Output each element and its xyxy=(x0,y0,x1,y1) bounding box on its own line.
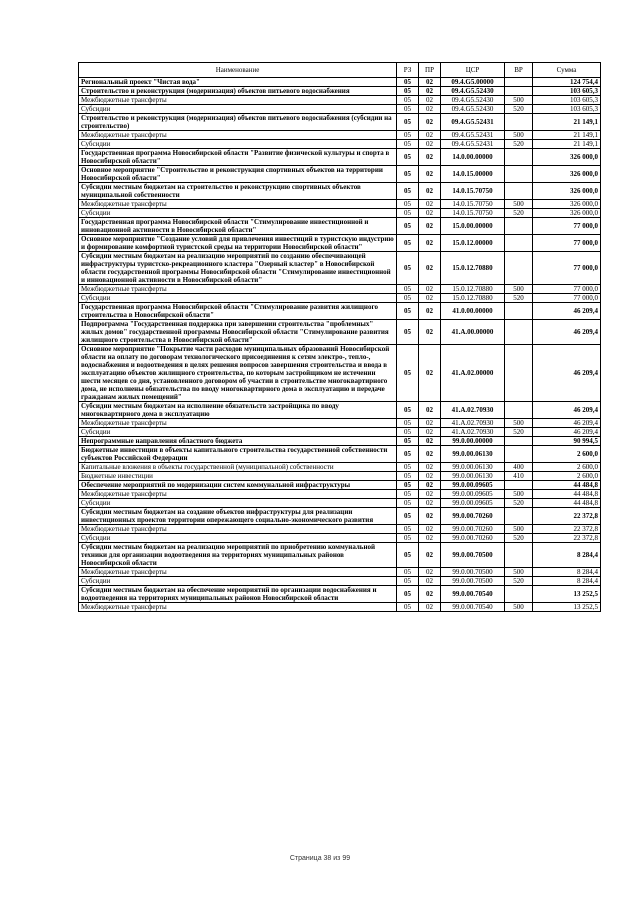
cell-name: Бюджетные инвестиции xyxy=(79,472,397,481)
cell-csr: 09.4.G5.52430 xyxy=(441,87,505,96)
table-row xyxy=(79,183,601,200)
cell-csr: 41.А.02.00000 xyxy=(441,345,505,402)
cell-sum: 77 000,0 xyxy=(533,285,601,294)
cell-sum: 2 600,0 xyxy=(533,446,601,463)
cell-sum: 22 372,8 xyxy=(533,534,601,543)
cell-pr: 02 xyxy=(419,285,441,294)
cell-name: Межбюджетные трансферты xyxy=(79,525,397,534)
cell-sum: 44 484,8 xyxy=(533,490,601,499)
cell-pr: 02 xyxy=(419,166,441,183)
cell-name: Субсидии xyxy=(79,577,397,586)
cell-pr: 02 xyxy=(419,428,441,437)
table-row xyxy=(79,490,601,499)
cell-name: Межбюджетные трансферты xyxy=(79,96,397,105)
cell-vr: 500 xyxy=(505,200,533,209)
cell-rz: 05 xyxy=(397,345,419,402)
cell-sum: 77 000,0 xyxy=(533,235,601,252)
cell-vr xyxy=(505,320,533,345)
cell-name: Субсидии xyxy=(79,209,397,218)
cell-csr: 99.0.00.09605 xyxy=(441,481,505,490)
cell-pr: 02 xyxy=(419,140,441,149)
cell-sum: 8 284,4 xyxy=(533,568,601,577)
cell-rz: 05 xyxy=(397,183,419,200)
cell-name: Субсидии xyxy=(79,105,397,114)
cell-rz: 05 xyxy=(397,78,419,87)
cell-csr: 99.0.00.70500 xyxy=(441,568,505,577)
cell-vr xyxy=(505,437,533,446)
cell-name: Региональный проект "Чистая вода" xyxy=(79,78,397,87)
cell-pr: 02 xyxy=(419,209,441,218)
table-body xyxy=(79,78,601,612)
cell-pr: 02 xyxy=(419,183,441,200)
table-row xyxy=(79,209,601,218)
table-row xyxy=(79,96,601,105)
cell-vr: 520 xyxy=(505,428,533,437)
cell-rz: 05 xyxy=(397,472,419,481)
table-row xyxy=(79,402,601,419)
cell-name: Государственная программа Новосибирской области "Стимулирование развития жилищного строительства в Новосибирской области" xyxy=(79,303,397,320)
cell-vr: 500 xyxy=(505,603,533,612)
cell-pr: 02 xyxy=(419,252,441,285)
cell-pr: 02 xyxy=(419,463,441,472)
cell-vr: 520 xyxy=(505,577,533,586)
cell-pr: 02 xyxy=(419,481,441,490)
cell-rz: 05 xyxy=(397,534,419,543)
cell-pr: 02 xyxy=(419,320,441,345)
cell-vr xyxy=(505,508,533,525)
cell-vr xyxy=(505,78,533,87)
cell-sum: 46 209,4 xyxy=(533,419,601,428)
cell-name: Субсидии xyxy=(79,294,397,303)
cell-pr: 02 xyxy=(419,490,441,499)
cell-csr: 99.0.00.06130 xyxy=(441,446,505,463)
cell-name: Субсидии xyxy=(79,534,397,543)
cell-sum: 326 000,0 xyxy=(533,200,601,209)
table-row xyxy=(79,345,601,402)
cell-sum: 2 600,0 xyxy=(533,463,601,472)
cell-name: Обеспечение мероприятий по модернизации систем коммунальной инфраструктуры xyxy=(79,481,397,490)
cell-rz: 05 xyxy=(397,252,419,285)
cell-pr: 02 xyxy=(419,419,441,428)
header-name: Наименование xyxy=(79,63,397,78)
cell-sum: 22 372,8 xyxy=(533,525,601,534)
cell-sum: 46 209,4 xyxy=(533,303,601,320)
cell-vr: 500 xyxy=(505,285,533,294)
cell-csr: 09.4.G5.52430 xyxy=(441,96,505,105)
cell-csr: 09.4.G5.52431 xyxy=(441,114,505,131)
cell-sum: 326 000,0 xyxy=(533,149,601,166)
cell-vr xyxy=(505,166,533,183)
table-row xyxy=(79,543,601,568)
cell-csr: 99.0.00.06130 xyxy=(441,472,505,481)
cell-name: Строительство и реконструкция (модернизация) объектов питьевого водоснабжения (субсидии на строительство) xyxy=(79,114,397,131)
cell-sum: 46 209,4 xyxy=(533,320,601,345)
cell-csr: 15.0.12.00000 xyxy=(441,235,505,252)
cell-rz: 05 xyxy=(397,490,419,499)
cell-pr: 02 xyxy=(419,114,441,131)
cell-vr: 400 xyxy=(505,463,533,472)
cell-sum: 22 372,8 xyxy=(533,508,601,525)
cell-vr xyxy=(505,543,533,568)
cell-rz: 05 xyxy=(397,87,419,96)
cell-csr: 99.0.00.70260 xyxy=(441,534,505,543)
cell-csr: 41.0.00.00000 xyxy=(441,303,505,320)
cell-pr: 02 xyxy=(419,96,441,105)
cell-sum: 44 484,8 xyxy=(533,499,601,508)
cell-rz: 05 xyxy=(397,105,419,114)
cell-rz: 05 xyxy=(397,525,419,534)
cell-rz: 05 xyxy=(397,294,419,303)
cell-csr: 99.0.00.00000 xyxy=(441,437,505,446)
cell-pr: 02 xyxy=(419,218,441,235)
cell-pr: 02 xyxy=(419,200,441,209)
cell-pr: 02 xyxy=(419,446,441,463)
cell-rz: 05 xyxy=(397,603,419,612)
cell-sum: 103 605,3 xyxy=(533,105,601,114)
cell-sum: 44 484,8 xyxy=(533,481,601,490)
cell-csr: 41.А.02.70930 xyxy=(441,428,505,437)
budget-table xyxy=(78,62,601,612)
cell-csr: 14.0.15.00000 xyxy=(441,166,505,183)
cell-csr: 15.0.00.00000 xyxy=(441,218,505,235)
cell-vr xyxy=(505,303,533,320)
cell-vr: 520 xyxy=(505,105,533,114)
cell-name: Субсидии местным бюджетам на строительство и реконструкцию спортивных объектов муниципальной собственности xyxy=(79,183,397,200)
cell-vr xyxy=(505,114,533,131)
cell-csr: 99.0.00.70500 xyxy=(441,577,505,586)
cell-pr: 02 xyxy=(419,345,441,402)
cell-rz: 05 xyxy=(397,166,419,183)
page-footer: Страница 38 из 99 xyxy=(289,855,351,862)
cell-rz: 05 xyxy=(397,419,419,428)
cell-name: Субсидии местным бюджетам на исполнение обязательств застройщика по вводу многоквартирного дома в эксплуатацию xyxy=(79,402,397,419)
table-row xyxy=(79,105,601,114)
table-row xyxy=(79,303,601,320)
cell-rz: 05 xyxy=(397,235,419,252)
cell-rz: 05 xyxy=(397,428,419,437)
cell-sum: 326 000,0 xyxy=(533,183,601,200)
cell-pr: 02 xyxy=(419,437,441,446)
cell-vr xyxy=(505,402,533,419)
cell-pr: 02 xyxy=(419,105,441,114)
table-row xyxy=(79,428,601,437)
cell-csr: 15.0.12.70880 xyxy=(441,294,505,303)
cell-vr: 500 xyxy=(505,419,533,428)
cell-vr xyxy=(505,586,533,603)
table-row xyxy=(79,166,601,183)
cell-vr: 520 xyxy=(505,534,533,543)
cell-pr: 02 xyxy=(419,149,441,166)
cell-sum: 21 149,1 xyxy=(533,140,601,149)
cell-pr: 02 xyxy=(419,472,441,481)
cell-rz: 05 xyxy=(397,446,419,463)
cell-name: Межбюджетные трансферты xyxy=(79,285,397,294)
table-row xyxy=(79,499,601,508)
cell-sum: 8 284,4 xyxy=(533,577,601,586)
cell-rz: 05 xyxy=(397,481,419,490)
cell-sum: 46 209,4 xyxy=(533,402,601,419)
cell-rz: 05 xyxy=(397,543,419,568)
cell-vr: 500 xyxy=(505,490,533,499)
cell-csr: 41.А.02.70930 xyxy=(441,402,505,419)
cell-csr: 99.0.00.70260 xyxy=(441,508,505,525)
cell-name: Субсидии местным бюджетам на реализацию мероприятий по созданию обеспечивающей инфраструктуры туристско-рекреационного кластера "Озерный кластер" в Новосибирской области государственной программы Новосибирской области "Стимулирование инвестиционной и инновационной активности в Новосибирской области" xyxy=(79,252,397,285)
cell-csr: 09.4.G5.00000 xyxy=(441,78,505,87)
cell-pr: 02 xyxy=(419,586,441,603)
cell-csr: 99.0.00.06130 xyxy=(441,463,505,472)
cell-csr: 14.0.15.70750 xyxy=(441,200,505,209)
cell-sum: 21 149,1 xyxy=(533,114,601,131)
cell-rz: 05 xyxy=(397,140,419,149)
cell-rz: 05 xyxy=(397,114,419,131)
cell-csr: 14.0.15.70750 xyxy=(441,183,505,200)
cell-rz: 05 xyxy=(397,149,419,166)
table-row xyxy=(79,472,601,481)
cell-sum: 90 994,5 xyxy=(533,437,601,446)
cell-pr: 02 xyxy=(419,235,441,252)
cell-csr: 99.0.00.09605 xyxy=(441,490,505,499)
cell-vr: 520 xyxy=(505,140,533,149)
cell-vr: 500 xyxy=(505,131,533,140)
table-row xyxy=(79,603,601,612)
cell-rz: 05 xyxy=(397,586,419,603)
cell-csr: 15.0.12.70880 xyxy=(441,252,505,285)
table-row xyxy=(79,131,601,140)
cell-pr: 02 xyxy=(419,525,441,534)
table-row xyxy=(79,235,601,252)
cell-sum: 13 252,5 xyxy=(533,603,601,612)
header-vr: ВР xyxy=(505,63,533,78)
cell-csr: 99.0.00.09605 xyxy=(441,499,505,508)
cell-pr: 02 xyxy=(419,294,441,303)
table-row xyxy=(79,78,601,87)
cell-csr: 09.4.G5.52430 xyxy=(441,105,505,114)
cell-name: Субсидии местным бюджетам на обеспечение мероприятий по организации водоснабжения и водоотведения на территориях муниципальных районов Новосибирской области xyxy=(79,586,397,603)
table-row xyxy=(79,577,601,586)
cell-rz: 05 xyxy=(397,577,419,586)
table-row xyxy=(79,525,601,534)
cell-sum: 326 000,0 xyxy=(533,209,601,218)
cell-rz: 05 xyxy=(397,218,419,235)
cell-sum: 46 209,4 xyxy=(533,345,601,402)
cell-csr: 14.0.15.70750 xyxy=(441,209,505,218)
cell-csr: 99.0.00.70500 xyxy=(441,543,505,568)
table-row xyxy=(79,446,601,463)
cell-name: Подпрограмма "Государственная поддержка при завершении строительства "проблемных" жилых домов" государственной программы Новосибирской области "Стимулирование развития жилищного строительства в Новосибирской области" xyxy=(79,320,397,345)
cell-csr: 41.А.02.70930 xyxy=(441,419,505,428)
cell-csr: 41.А.00.00000 xyxy=(441,320,505,345)
cell-name: Государственная программа Новосибирской области "Стимулирование инвестиционной и инновационной активности в Новосибирской области" xyxy=(79,218,397,235)
cell-csr: 99.0.00.70540 xyxy=(441,603,505,612)
cell-rz: 05 xyxy=(397,320,419,345)
cell-sum: 77 000,0 xyxy=(533,218,601,235)
cell-sum: 77 000,0 xyxy=(533,252,601,285)
cell-rz: 05 xyxy=(397,508,419,525)
cell-name: Субсидии xyxy=(79,140,397,149)
cell-name: Непрограммные направления областного бюджета xyxy=(79,437,397,446)
cell-pr: 02 xyxy=(419,402,441,419)
table-header-row xyxy=(79,63,601,78)
cell-name: Субсидии местным бюджетам на создание объектов инфраструктуры для реализации инвестиционных проектов территории опережающего социально-экономического развития xyxy=(79,508,397,525)
cell-vr: 520 xyxy=(505,499,533,508)
cell-pr: 02 xyxy=(419,78,441,87)
cell-pr: 02 xyxy=(419,568,441,577)
cell-sum: 2 600,0 xyxy=(533,472,601,481)
header-pr: ПР xyxy=(419,63,441,78)
table-row xyxy=(79,149,601,166)
header-csr: ЦСР xyxy=(441,63,505,78)
cell-vr: 500 xyxy=(505,525,533,534)
header-sum: Сумма xyxy=(533,63,601,78)
table-row xyxy=(79,586,601,603)
table-row xyxy=(79,534,601,543)
header-rz: РЗ xyxy=(397,63,419,78)
cell-name: Межбюджетные трансферты xyxy=(79,603,397,612)
cell-rz: 05 xyxy=(397,303,419,320)
cell-csr: 99.0.00.70260 xyxy=(441,525,505,534)
cell-vr xyxy=(505,218,533,235)
cell-rz: 05 xyxy=(397,437,419,446)
table-row xyxy=(79,568,601,577)
table-row xyxy=(79,508,601,525)
cell-rz: 05 xyxy=(397,402,419,419)
cell-name: Основное мероприятие "Покрытие части расходов муниципальных образований Новосибирской области на оплату по договорам технологического присоединения к сетям электро-, тепло-, водоснабжения и водоотведения в целях решения вопросов завершения строительства и ввода в эксплуатацию объектов жилищного строительства, по которым застройщиком не истечении шести месяцев со дня, установленного договором об участии в строительстве многоквартирного дома, не исполнены обязательства по вводу многоквартирного дома в эксплуатацию и передаче гражданам жилых помещений" xyxy=(79,345,397,402)
cell-vr: 520 xyxy=(505,294,533,303)
cell-sum: 13 252,5 xyxy=(533,586,601,603)
table-row xyxy=(79,114,601,131)
cell-name: Межбюджетные трансферты xyxy=(79,490,397,499)
cell-sum: 326 000,0 xyxy=(533,166,601,183)
cell-sum: 21 149,1 xyxy=(533,131,601,140)
cell-sum: 77 000,0 xyxy=(533,294,601,303)
cell-rz: 05 xyxy=(397,131,419,140)
cell-vr xyxy=(505,481,533,490)
cell-name: Субсидии xyxy=(79,428,397,437)
table-row xyxy=(79,140,601,149)
cell-name: Межбюджетные трансферты xyxy=(79,568,397,577)
cell-vr xyxy=(505,149,533,166)
cell-rz: 05 xyxy=(397,285,419,294)
cell-pr: 02 xyxy=(419,303,441,320)
cell-rz: 05 xyxy=(397,463,419,472)
cell-sum: 124 754,4 xyxy=(533,78,601,87)
table-row xyxy=(79,320,601,345)
table-row xyxy=(79,200,601,209)
cell-rz: 05 xyxy=(397,96,419,105)
table-row xyxy=(79,419,601,428)
table-row xyxy=(79,285,601,294)
cell-vr: 410 xyxy=(505,472,533,481)
cell-sum: 46 209,4 xyxy=(533,428,601,437)
cell-csr: 09.4.G5.52431 xyxy=(441,140,505,149)
cell-name: Государственная программа Новосибирской области "Развитие физической культуры и спорта в Новосибирской области" xyxy=(79,149,397,166)
cell-csr: 14.0.00.00000 xyxy=(441,149,505,166)
cell-pr: 02 xyxy=(419,87,441,96)
cell-vr xyxy=(505,87,533,96)
cell-name: Капитальные вложения в объекты государственной (муниципальной) собственности xyxy=(79,463,397,472)
cell-vr: 520 xyxy=(505,209,533,218)
cell-sum: 103 605,3 xyxy=(533,96,601,105)
cell-vr: 500 xyxy=(505,96,533,105)
cell-csr: 09.4.G5.52431 xyxy=(441,131,505,140)
cell-pr: 02 xyxy=(419,508,441,525)
document-page xyxy=(78,62,600,612)
table-row xyxy=(79,294,601,303)
cell-vr xyxy=(505,345,533,402)
cell-name: Межбюджетные трансферты xyxy=(79,200,397,209)
cell-name: Межбюджетные трансферты xyxy=(79,419,397,428)
cell-name: Основное мероприятие "Создание условий для привлечения инвестиций в туристскую индустрию и формирование комфортной туристской среды на территории Новосибирской области" xyxy=(79,235,397,252)
table-row xyxy=(79,463,601,472)
table-row xyxy=(79,87,601,96)
cell-rz: 05 xyxy=(397,499,419,508)
cell-pr: 02 xyxy=(419,603,441,612)
cell-rz: 05 xyxy=(397,568,419,577)
cell-name: Субсидии xyxy=(79,499,397,508)
cell-vr xyxy=(505,235,533,252)
table-row xyxy=(79,252,601,285)
cell-vr: 500 xyxy=(505,568,533,577)
cell-sum: 103 605,3 xyxy=(533,87,601,96)
cell-sum: 8 284,4 xyxy=(533,543,601,568)
cell-vr xyxy=(505,183,533,200)
cell-name: Бюджетные инвестиции в объекты капитального строительства государственной собственности субъектов Российской Федерации xyxy=(79,446,397,463)
table-row xyxy=(79,218,601,235)
cell-pr: 02 xyxy=(419,543,441,568)
cell-name: Основное мероприятие "Строительство и реконструкция спортивных объектов на территории Новосибирской области" xyxy=(79,166,397,183)
cell-vr xyxy=(505,446,533,463)
cell-vr xyxy=(505,252,533,285)
cell-rz: 05 xyxy=(397,200,419,209)
table-row xyxy=(79,437,601,446)
table-row xyxy=(79,481,601,490)
cell-pr: 02 xyxy=(419,534,441,543)
cell-csr: 15.0.12.70880 xyxy=(441,285,505,294)
cell-name: Строительство и реконструкция (модернизация) объектов питьевого водоснабжения xyxy=(79,87,397,96)
cell-csr: 99.0.00.70540 xyxy=(441,586,505,603)
cell-name: Межбюджетные трансферты xyxy=(79,131,397,140)
cell-pr: 02 xyxy=(419,577,441,586)
cell-pr: 02 xyxy=(419,131,441,140)
cell-rz: 05 xyxy=(397,209,419,218)
cell-name: Субсидии местным бюджетам на реализацию мероприятий по приобретению коммунальной техники для организации водоотведения на территориях муниципальных районов Новосибирской области xyxy=(79,543,397,568)
cell-pr: 02 xyxy=(419,499,441,508)
